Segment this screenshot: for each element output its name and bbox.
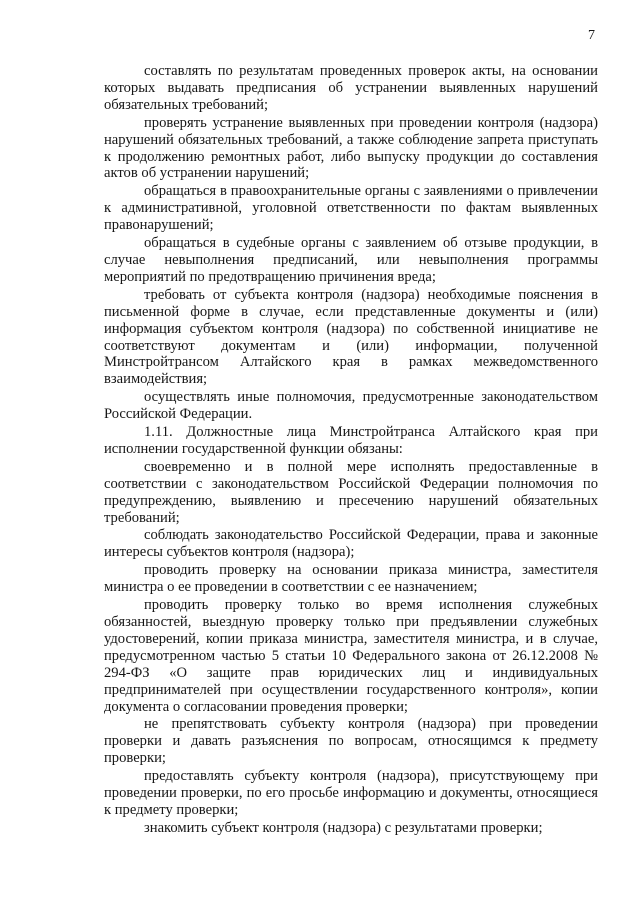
paragraph: проводить проверку только во время исполнения служебных обязанностей, выездную проверку только при предъявлении служебных удостоверений, копии приказа министра, заместителя министра, и в случае, предусмотренном частью 5 статьи 10 Федерального закона от 26.12.2008 № 294-ФЗ «О защите прав юридических лиц и индивидуальных предпринимателей при осуществлении государственного контроля», копии документа о согласовании проведения проверки;: [104, 597, 598, 715]
paragraph: осуществлять иные полномочия, предусмотренные законодательством Российской Федерации.: [104, 389, 598, 423]
paragraph: соблюдать законодательство Российской Федерации, права и законные интересы субъектов контроля (надзора);: [104, 527, 598, 561]
paragraph: обращаться в судебные органы с заявлением об отзыве продукции, в случае невыполнения предписаний, или невыполнения программы мероприятий по предотвращению причинения вреда;: [104, 235, 598, 285]
paragraph: обращаться в правоохранительные органы с заявлениями о привлечении к административной, уголовной ответственности по фактам выявленных правонарушений;: [104, 183, 598, 234]
paragraph: не препятствовать субъекту контроля (надзора) при проведении проверки и давать разъяснения по вопросам, относящимся к предмету проверки;: [104, 716, 598, 767]
paragraph: 1.11. Должностные лица Минстройтранса Алтайского края при исполнении государственной функции обязаны:: [104, 424, 598, 457]
paragraph: своевременно и в полной мере исполнять предоставленные в соответствии с законодательством Российской Федерации полномочия по предупреждению, выявлению и пресечению нарушений обязательных требований;: [104, 458, 598, 526]
paragraph: составлять по результатам проведенных проверок акты, на основании которых выдавать предписания об устранении выявленных нарушений обязательных требований;: [104, 63, 598, 113]
paragraph: предоставлять субъекту контроля (надзора), присутствующему при проведении проверки, по его просьбе информацию и документы, относящиеся к предмету проверки;: [104, 768, 598, 818]
paragraph: знакомить субъект контроля (надзора) с результатами проверки;: [144, 819, 543, 836]
page-number: 7: [588, 28, 595, 43]
paragraph: требовать от субъекта контроля (надзора) необходимые пояснения в письменной форме в случае, если представленные документы и (или) информация субъектом контроля (надзора) по собственной инициативе не соответствуют документам и (или) информации, полученной Минстройтрансом Алтайского края в рамках межведомственного взаимодействия;: [104, 286, 598, 388]
paragraph: проверять устранение выявленных при проведении контроля (надзора) нарушений обязательных требований, а также соблюдение запрета приступать к продолжению ремонтных работ, либо выпуску продукции до составления актов об устранении нарушений;: [104, 114, 598, 182]
paragraph: проводить проверку на основании приказа министра, заместителя министра о ее проведении в соответствии с ее назначением;: [104, 562, 598, 596]
document-body: [104, 62, 598, 837]
